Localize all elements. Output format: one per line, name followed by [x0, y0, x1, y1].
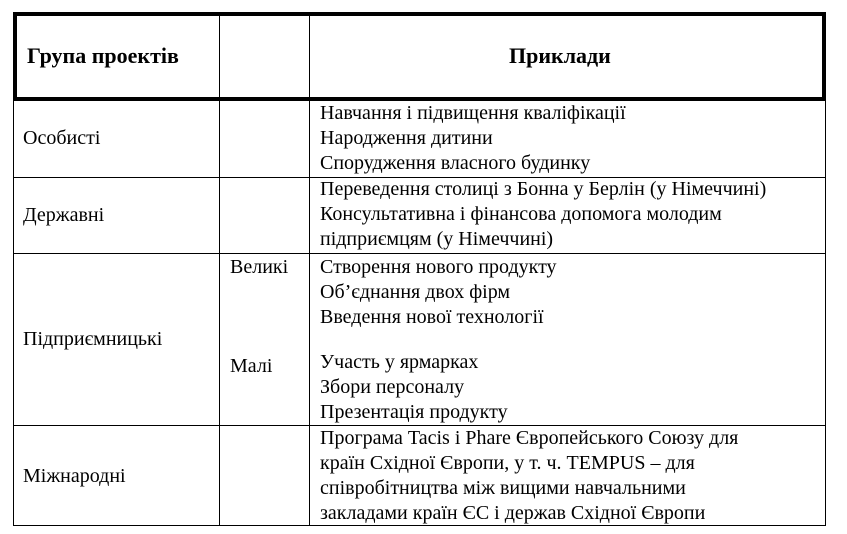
list-item: підприємцям (у Німеччині)	[320, 228, 554, 250]
group-international: Міжнародні	[23, 465, 126, 487]
list-item: Участь у ярмарках	[320, 351, 479, 373]
list-item: Презентація продукту	[320, 401, 508, 423]
list-item: Навчання і підвищення кваліфікації	[320, 102, 626, 124]
list-item: Спорудження власного будинку	[320, 152, 591, 174]
examples-large	[320, 255, 557, 330]
examples-international	[320, 426, 738, 526]
list-item: Народження дитини	[320, 127, 493, 149]
body-divider-2	[309, 101, 310, 526]
list-item: Введення нової технології	[320, 306, 544, 328]
header-divider-1	[219, 12, 220, 101]
list-item: Об’єднання двох фірм	[320, 281, 511, 303]
subgroup-large: Великі	[230, 256, 289, 278]
list-item: закладами країн ЄС і держав Східної Європи	[320, 502, 706, 524]
list-item: Створення нового продукту	[320, 256, 557, 278]
examples-small	[320, 350, 508, 425]
project-groups-table	[13, 12, 826, 526]
examples-state	[320, 177, 766, 252]
group-personal: Особисті	[23, 127, 101, 149]
subgroup-small: Малі	[230, 355, 273, 377]
list-item: Програма Tacis і Phare Європейського Союзу для	[320, 427, 739, 449]
list-item: Збори персоналу	[320, 376, 465, 398]
list-item: Консультативна і фінансова допомога молодим	[320, 203, 722, 225]
examples-personal	[320, 101, 626, 176]
list-item: співробітництва між вищими навчальними	[320, 477, 686, 499]
group-entrepreneurial: Підприємницькі	[23, 328, 163, 350]
group-state: Державні	[23, 204, 105, 226]
list-item: Переведення столиці з Бонна у Берлін (у Німеччині)	[320, 178, 767, 200]
body-left-border	[13, 101, 14, 526]
list-item: країн Східної Європи, у т. ч. TEMPUS – для	[320, 452, 695, 474]
body-divider-1	[219, 101, 220, 526]
header-divider-2	[309, 12, 310, 101]
row-separator-2	[13, 253, 826, 254]
header-examples-label: Приклади	[509, 43, 611, 68]
header-group-label: Група проектів	[27, 43, 179, 68]
body-right-border	[825, 101, 826, 526]
